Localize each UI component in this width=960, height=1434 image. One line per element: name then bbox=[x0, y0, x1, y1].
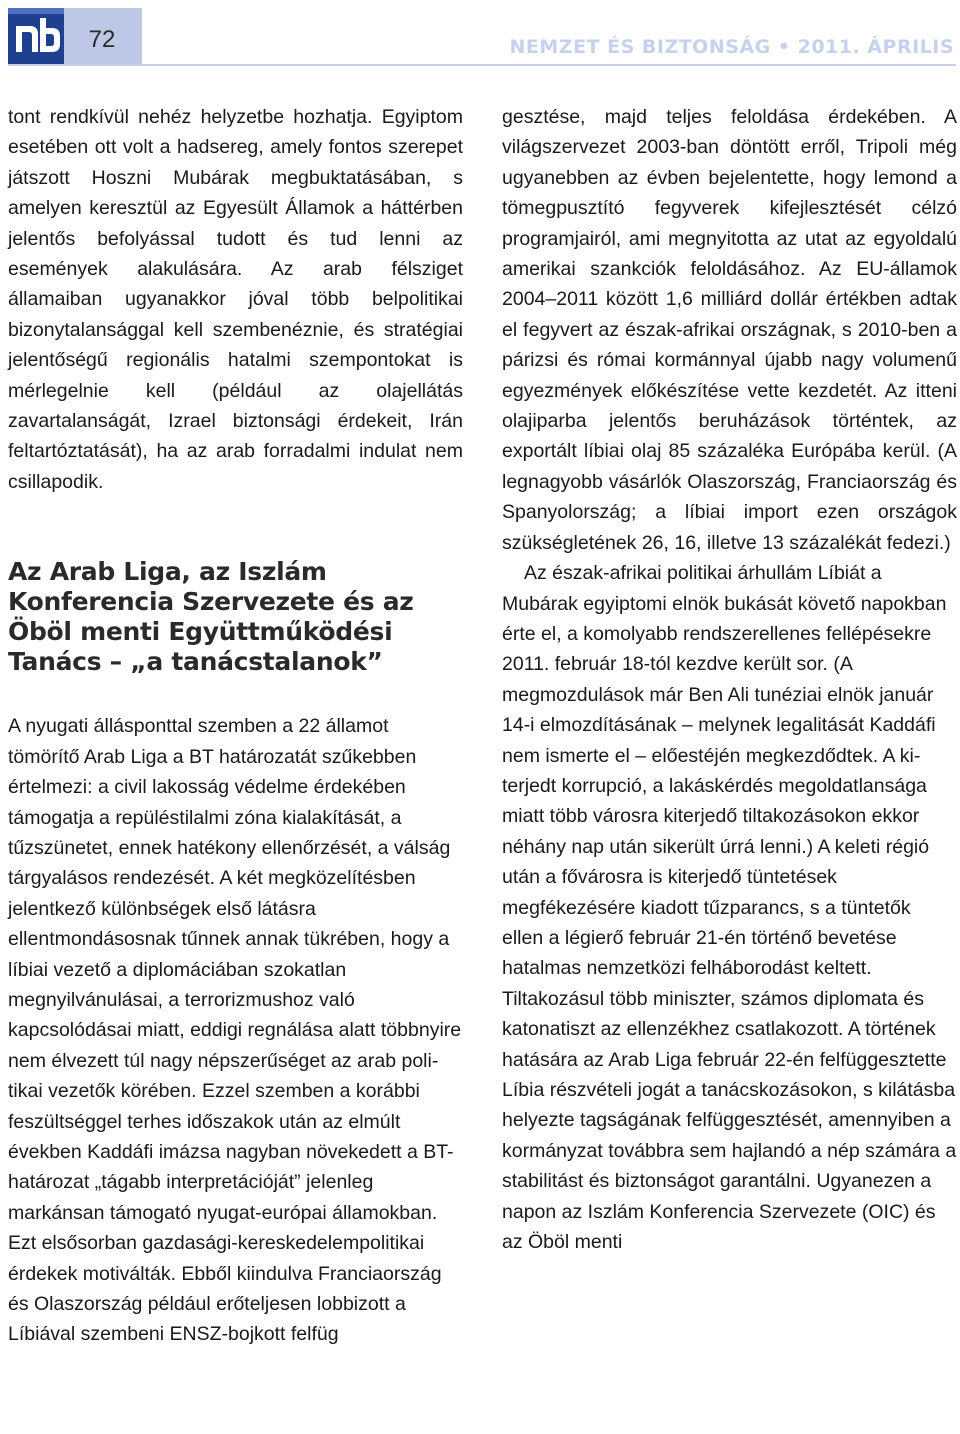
masthead-title: NEMZET ÉS BIZTONSÁG • 2011. ÁPRILIS bbox=[509, 36, 954, 58]
left-paragraph-2: A nyugati állásponttal szemben a 22 államot tömörítő Arab Liga a BT határozatát szűkebben értelmezi: a civil lakosság védelme érdekében támogatja a repüléstilalmi zóna kialakítását, a tűzszünetet, ennek hatékony ellenőrzését, a válság tárgyalásos rendezését. A két megközelítésben jelentkező különbségek első látásra ellentmondásosnak tűnnek annak tükrében, hogy a líbiai vezető a diplomáciában szokatlan megnyilvánulásai, a terrorizmushoz való kapcsolódásai miatt, eddigi regnálása alatt többnyire nem élvezett túl nagy népszerűséget az arab politikai vezetők körében. Ezzel szemben a korábbi feszültséggel terhes időszakok után az elmúlt években Kaddáfi imázsa nagyban növekedett a BT-határozat „tágabb interpretációját” jelenleg markánsan támogató nyugat-európai államokban. Ezt elsősorban gazdasági-kereskedelempolitikai érdekek motiválták. Ebből kiindulva Franciaország és Olaszország például erőteljesen lobbizott a Líbiával szembeni ENSZ-bojkott felfüg bbox=[8, 715, 462, 1346]
right-paragraph-2: Az észak-afrikai politikai árhullám Líbiát a Mubárak egyiptomi elnök bukását követő napokban érte el, a komolyabb rendszerellenes fellépésekre 2011. február 18-tól kezdve került sor. (A megmozdulások már Ben Ali tunéziai elnök január 14-i elmozdításának – melynek legalitását Kaddáfi nem ismerte el – előestéjén megkezdődtek. A kiterjedt korrupció, a lakáskérdés megoldatlansága miatt több városra kiterjedő tiltakozásokon ekkor néhány nap után sikerült úrrá lenni.) A keleti régió után a fővárosra is kiterjedő tüntetések megfékezésére kiadott tűzparancs, s a tüntetők ellen a légierő február 21-én történő bevetése hatalmas nemzetközi felháborodást keltett. Tiltakozásul több miniszter, számos diplomata és katonatiszt az ellenzékhez csatlakozott. A történek hatására az Arab Liga február 22-én felfüggesztette Líbia részvételi jogát a tanácskozásokon, s kilátásba helyezte tagságának felfüggesztését, amennyiben a kormányzat továbbra sem hajlandó a nép számára a stabilitást és biztonságot garantálni. Ugyanezen a napon az Iszlám Konferencia Szervezete (OIC) és az Öböl menti bbox=[502, 562, 957, 1254]
right-column bbox=[502, 102, 957, 1257]
nb-logo-icon bbox=[8, 8, 64, 64]
header-rule bbox=[8, 64, 956, 66]
page-number: 72 bbox=[88, 26, 116, 53]
left-column bbox=[8, 102, 463, 1350]
page-header bbox=[0, 0, 960, 72]
section-heading: Az Arab Liga, az Iszlám Konferencia Szervezete és az Öböl menti Együttműködési Tanács – „a tanácstalanok” bbox=[8, 557, 414, 677]
right-paragraph-1: gesztése, majd teljes feloldása érdekében. A világszervezet 2003-ban döntött erről, Tripoli még ugyanebben az évben bejelentette, hogy lemond a tömegpusztító fegyverek kifejlesztését célzó programjairól, ami megnyitotta az utat az egyoldalú amerikai szankciók feloldásához. Az EU-államok 2004–2011 között 1,6 milliárd dollár értékben adtak el fegyvert az észak-afrikai országnak, s 2010-ben a párizsi és római kormánnyal újabb nagy volumenű egyezmények előkészítése vette kezdetét. Az itteni olajiparba jelentős beruházások történtek, az exportált líbiai olaj 85 százaléka Európába kerül. (A legnagyobb vásárlók Olaszország, Franciaország és Spanyolország; a líbiai import ezen országok szükségletének 26, 16, illetve 13 százalékát fedezi.) bbox=[502, 106, 957, 554]
left-paragraph-1: tont rendkívül nehéz helyzetbe hozhatja. Egyiptom esetében ott volt a hadsereg, amely fontos szerepet játszott Hoszni Mubárak megbuktatásában, s amelyen keresztül az Egyesült Államok a háttérben jelentős befolyással tudott és tud lenni az események alakulására. Az arab félsziget államaiban ugyanakkor jóval több belpolitikai bizonytalansággal kell szembenéznie, és stratégiai jelentőségű regionális hatalmi szempontokat is mérlegelnie kell (például az olajellátás zavartalanságát, Izrael biztonsági érdekeit, Irán feltartóztatását), ha az arab forradalmi indulat nem csillapodik. bbox=[8, 106, 463, 493]
